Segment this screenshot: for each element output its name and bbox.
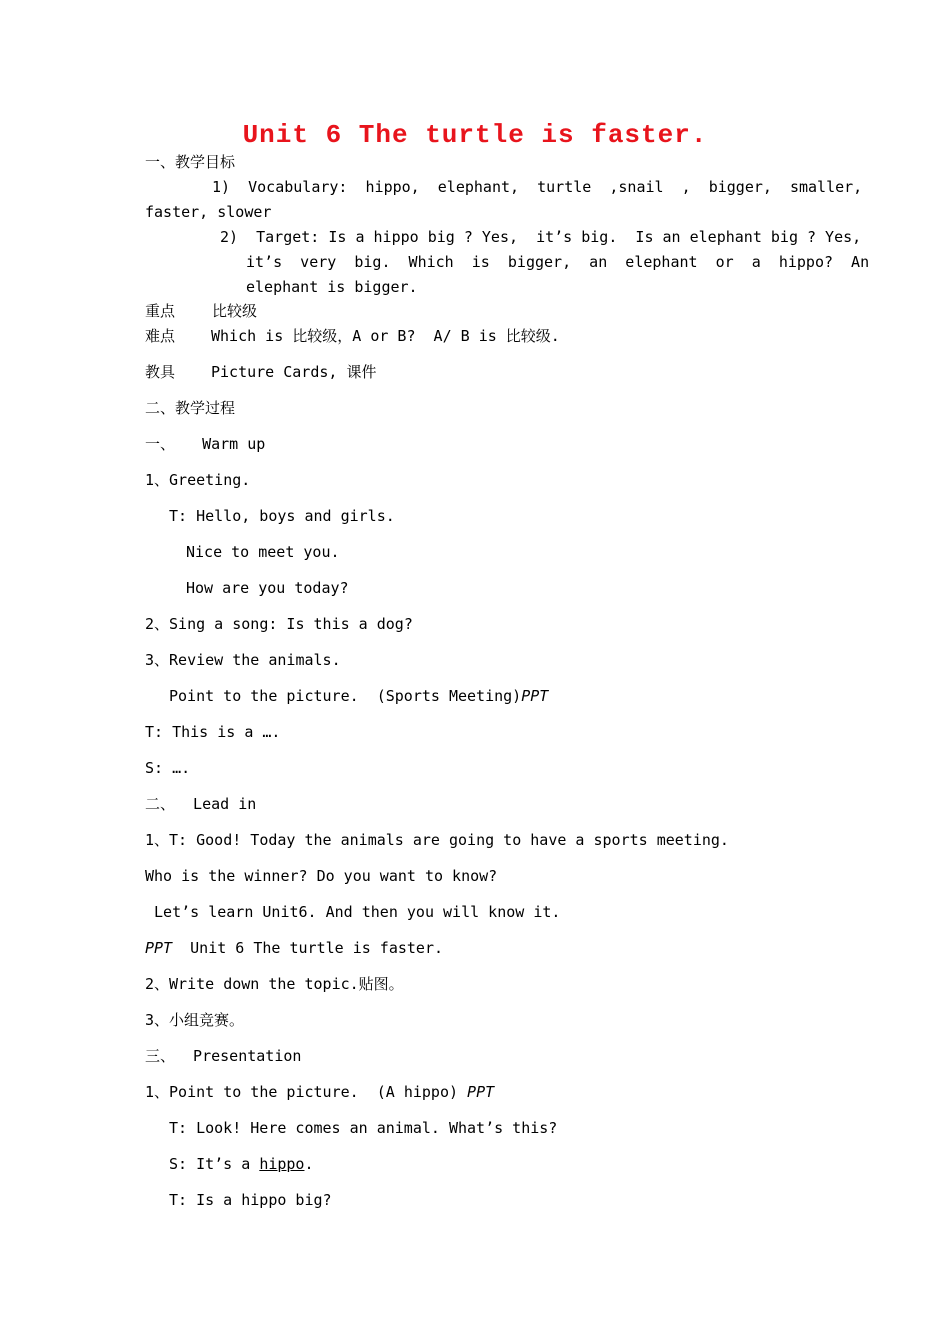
lead-in-item-3: 3、小组竞赛。 [145,1011,245,1029]
target-line-2: it’s very big. Which is bigger, an elephant or a hippo? An [246,253,870,271]
warmup-heading: 一、 Warm up [145,435,266,453]
target-line-1: 2) Target: Is a hippo big ? Yes, it’s big. Is an elephant big ? Yes, [220,228,862,246]
hippo-underlined-word: hippo [259,1155,305,1173]
student-line: S: …. [145,759,191,777]
ppt-marker: PPT [467,1083,495,1101]
how-are-you-line: How are you today? [186,579,349,597]
lead-in-item-2: 2、Write down the topic.贴图。 [145,975,404,993]
document-title: Unit 6 The turtle is faster. [242,120,708,150]
difficulty-text: Which is 比较级，A or B? A/ B is 比较级. [211,327,560,345]
winner-question-line: Who is the winner? Do you want to know? [145,867,498,885]
teacher-look-line: T: Look! Here comes an animal. What’s this? [169,1119,558,1137]
key-point-text: 比较级 [212,302,258,320]
vocab-line-2: faster, slower [145,203,272,221]
point-picture-line [169,686,548,706]
ppt-unit-line [145,938,443,958]
ppt-marker: PPT [145,939,173,957]
greeting-item: 1、Greeting. [145,471,251,489]
target-line-3: elephant is bigger. [246,278,418,296]
difficulty-label: 难点 [145,327,176,345]
key-point-label: 重点 [145,302,176,320]
student-its-line [169,1154,314,1174]
review-animals-item: 3、Review the animals. [145,651,341,669]
nice-to-meet-line: Nice to meet you. [186,543,340,561]
point-hippo-text: 1、Point to the picture. (A hippo) [145,1083,468,1101]
sing-song-item: 2、Sing a song: Is this a dog? [145,615,413,633]
teaching-aids-label: 教具 [145,363,176,381]
period: . [304,1155,314,1173]
student-its-text: S: It’s a [169,1155,260,1173]
teacher-hello-line: T: Hello, boys and girls. [169,507,395,525]
presentation-item-1 [145,1082,494,1102]
point-picture-text: Point to the picture. (Sports Meeting) [169,687,522,705]
presentation-heading: 三、 Presentation [145,1047,302,1065]
lead-in-heading: 二、 Lead in [145,795,257,813]
lets-learn-line: Let’s learn Unit6. And then you will know it. [145,903,561,921]
teacher-this-is-line: T: This is a …. [145,723,281,741]
lead-in-item-1: 1、T: Good! Today the animals are going to have a sports meeting. [145,831,729,849]
vocab-line-1: 1) Vocabulary: hippo, elephant, turtle ,snail , bigger, smaller, [212,178,863,196]
ppt-marker: PPT [521,687,549,705]
process-heading: 二、教学过程 [145,399,236,417]
goals-heading: 一、教学目标 [145,153,236,171]
teaching-aids-text: Picture Cards, 课件 [211,363,377,381]
unit-title-text: Unit 6 The turtle is faster. [172,939,444,957]
teacher-is-hippo-big-line: T: Is a hippo big? [169,1191,332,1209]
